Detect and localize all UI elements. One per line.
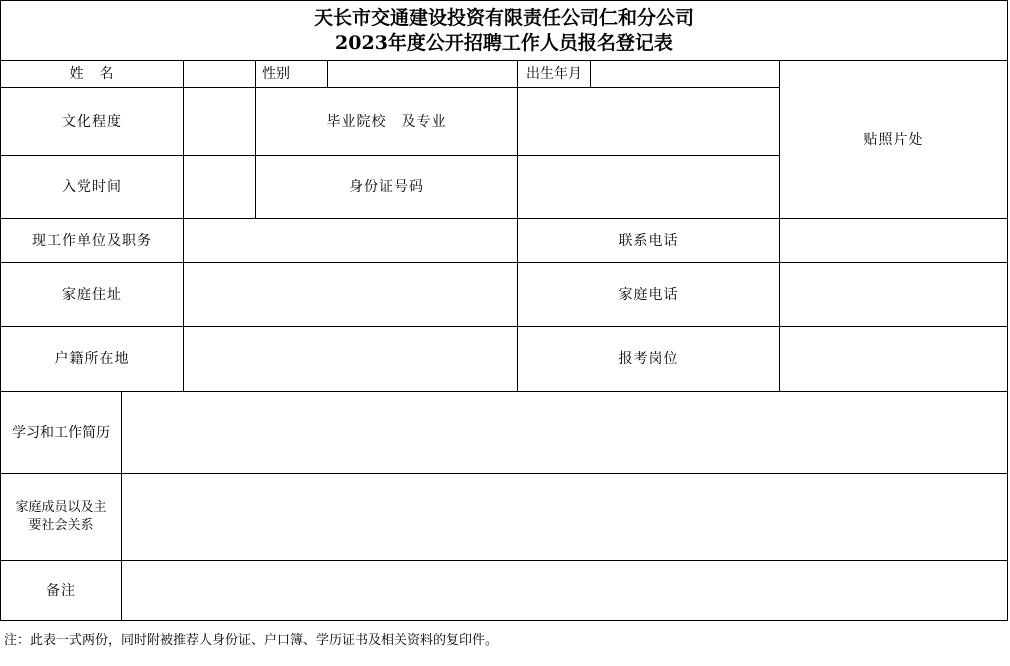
form-title-line2: 2023年度公开招聘工作人员报名登记表 (335, 31, 673, 54)
position-value[interactable] (779, 326, 1008, 392)
gender-value[interactable] (327, 60, 518, 88)
contact-phone-label: 联系电话 (517, 218, 780, 263)
household-value[interactable] (183, 326, 518, 392)
footnote: 注：此表一式两份，同时附被推荐人身份证、户口簿、学历证书及相关资料的复印件。 (4, 633, 499, 648)
name-value[interactable] (183, 60, 256, 88)
gender-label: 性别 (255, 60, 328, 88)
remarks-label: 备注 (0, 560, 122, 621)
education-label: 文化程度 (0, 87, 184, 156)
education-value[interactable] (183, 87, 256, 156)
home-address-value[interactable] (183, 262, 518, 327)
household-label: 户籍所在地 (0, 326, 184, 392)
form-title-line1: 天长市交通建设投资有限责任公司仁和分公司 (313, 6, 694, 29)
home-address-label: 家庭住址 (0, 262, 184, 327)
history-label: 学习和工作简历 (0, 391, 122, 474)
name-label: 姓 名 (0, 60, 184, 88)
home-phone-label: 家庭电话 (517, 262, 780, 327)
id-number-value[interactable] (517, 155, 780, 219)
form-title (0, 0, 1008, 61)
history-value[interactable] (121, 391, 1008, 474)
work-unit-value[interactable] (183, 218, 518, 263)
school-major-value[interactable] (517, 87, 780, 156)
work-unit-label: 现工作单位及职务 (0, 218, 184, 263)
home-phone-value[interactable] (779, 262, 1008, 327)
position-label: 报考岗位 (517, 326, 780, 392)
photo-area: 贴照片处 (779, 60, 1008, 219)
party-time-value[interactable] (183, 155, 256, 219)
contact-phone-value[interactable] (779, 218, 1008, 263)
birth-label: 出生年月 (517, 60, 591, 88)
birth-value[interactable] (590, 60, 780, 88)
id-number-label: 身份证号码 (255, 155, 518, 219)
family-value[interactable] (121, 473, 1008, 561)
family-label: 家庭成员以及主 要社会关系 (0, 473, 122, 561)
party-time-label: 入党时间 (0, 155, 184, 219)
school-major-label: 毕业院校 及专业 (255, 87, 518, 156)
remarks-value[interactable] (121, 560, 1008, 621)
